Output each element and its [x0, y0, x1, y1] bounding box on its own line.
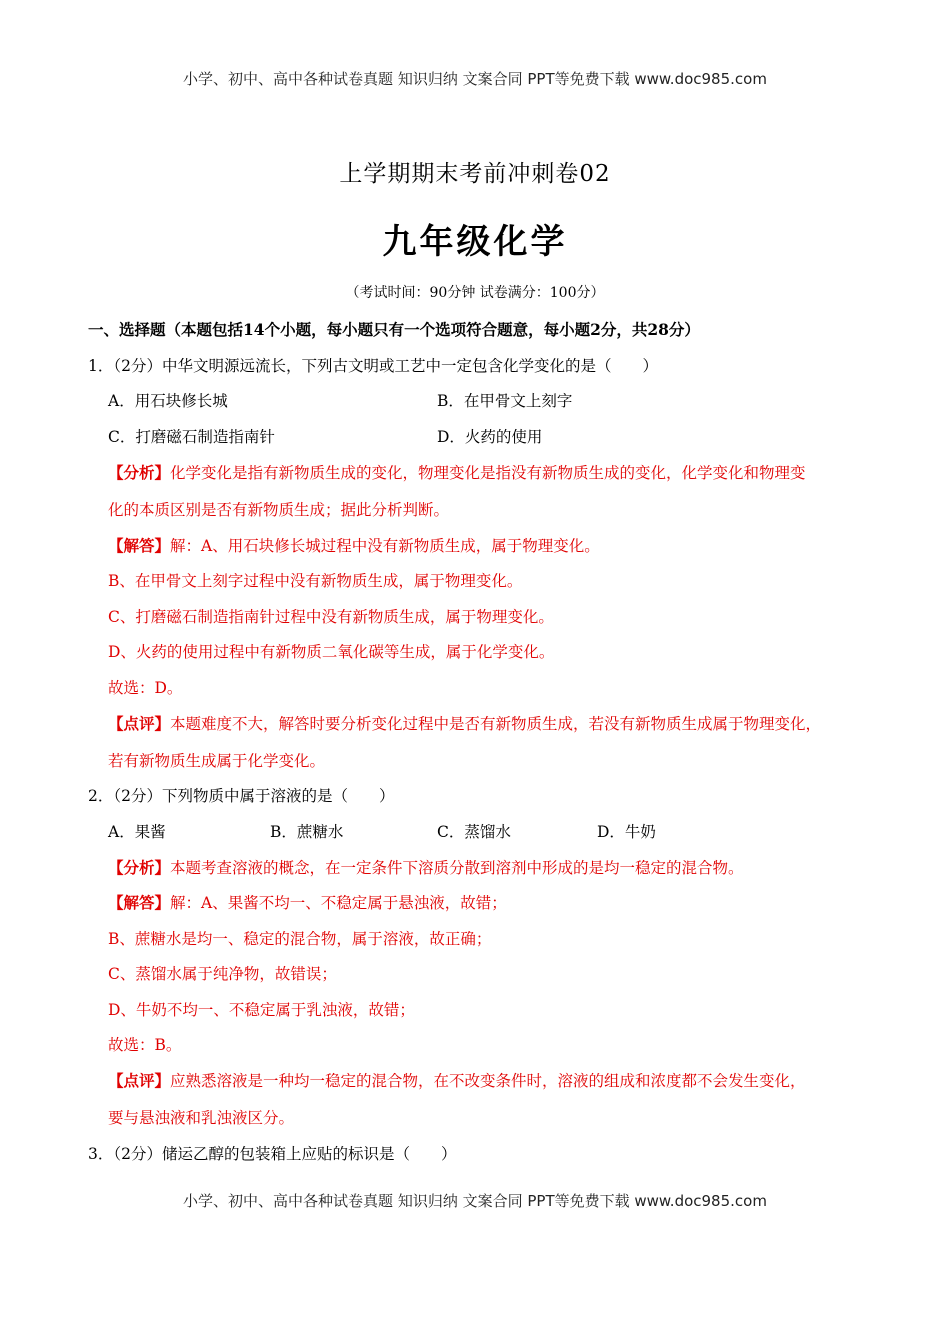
q2-option-b: B．蔗糖水 — [270, 823, 344, 841]
q1-analysis-text: 化学变化是指有新物质生成的变化，物理变化是指没有新物质生成的变化，化学变化和物理变 — [170, 464, 806, 482]
q2-option-d: D．牛奶 — [597, 823, 656, 841]
q2-answer-d: D、牛奶不均一、不稳定属于乳浊液，故错； — [108, 1001, 415, 1019]
q1-option-c: C．打磨磁石制造指南针 — [108, 428, 275, 446]
q2-comment-text: 应熟悉溶液是一种均一稳定的混合物，在不改变条件时，溶液的组成和浓度都不会发生变化， — [170, 1072, 806, 1090]
comment-tag: 【点评】 — [108, 1071, 171, 1090]
q1-analysis — [108, 461, 806, 483]
page-title: 九年级化学 — [382, 222, 568, 262]
comment-tag: 【点评】 — [108, 714, 171, 733]
q2-comment-cont: 要与悬浊液和乳浊液区分。 — [108, 1109, 295, 1127]
q2-answer-text: 解：A、果酱不均一、不稳定属于悬浊液，故错； — [170, 894, 507, 912]
analysis-tag: 【分析】 — [108, 463, 171, 482]
q1-option-d: D．火药的使用 — [437, 428, 543, 446]
analysis-tag: 【分析】 — [108, 858, 171, 877]
q1-answer-d: D、火药的使用过程中有新物质二氧化碳等生成，属于化学变化。 — [108, 643, 555, 661]
q1-analysis-cont: 化的本质区别是否有新物质生成；据此分析判断。 — [108, 501, 450, 519]
page-footer: 小学、初中、高中各种试卷真题 知识归纳 文案合同 PPT等免费下载 www.doc985.com — [183, 1192, 767, 1210]
q2-option-c: C．蒸馏水 — [437, 823, 511, 841]
q2-comment — [108, 1069, 806, 1091]
q1-answer — [108, 534, 600, 556]
q1-choice: 故选：D。 — [108, 679, 183, 697]
q1-comment — [108, 712, 821, 734]
q2-analysis — [108, 856, 744, 878]
exam-info: （考试时间：90分钟 试卷满分：100分） — [345, 285, 605, 301]
q1-answer-text: 解：A、用石块修长城过程中没有新物质生成，属于物理变化。 — [170, 537, 600, 555]
q2-stem: 2．（2分）下列物质中属于溶液的是（ ） — [88, 787, 395, 805]
q2-answer-c: C、蒸馏水属于纯净物，故错误； — [108, 965, 337, 983]
page-header: 小学、初中、高中各种试卷真题 知识归纳 文案合同 PPT等免费下载 www.doc985.com — [183, 70, 767, 88]
q3-stem: 3．（2分）储运乙醇的包装箱上应贴的标识是（ ） — [88, 1145, 457, 1163]
q2-answer-b: B、蔗糖水是均一、稳定的混合物，属于溶液，故正确； — [108, 930, 492, 948]
q2-option-a: A．果酱 — [108, 823, 166, 841]
q2-choice: 故选：B。 — [108, 1036, 182, 1054]
q2-analysis-text: 本题考查溶液的概念，在一定条件下溶质分散到溶剂中形成的是均一稳定的混合物。 — [170, 859, 744, 877]
q1-answer-c: C、打磨磁石制造指南针过程中没有新物质生成，属于物理变化。 — [108, 608, 554, 626]
q1-option-b: B．在甲骨文上刻字 — [437, 392, 573, 410]
q2-answer — [108, 891, 507, 913]
q1-stem: 1．（2分）中华文明源远流长，下列古文明或工艺中一定包含化学变化的是（ ） — [88, 357, 658, 375]
q1-comment-cont: 若有新物质生成属于化学变化。 — [108, 752, 326, 770]
answer-tag: 【解答】 — [108, 893, 171, 912]
section-heading: 一、选择题（本题包括14个小题，每小题只有一个选项符合题意，每小题2分，共28分） — [88, 320, 700, 339]
q1-option-a: A．用石块修长城 — [108, 392, 228, 410]
exam-subtitle: 上学期期末考前冲刺卷02 — [339, 161, 611, 187]
q1-comment-text: 本题难度不大，解答时要分析变化过程中是否有新物质生成，若没有新物质生成属于物理变化， — [170, 715, 822, 733]
q1-answer-b: B、在甲骨文上刻字过程中没有新物质生成，属于物理变化。 — [108, 572, 523, 590]
answer-tag: 【解答】 — [108, 536, 171, 555]
